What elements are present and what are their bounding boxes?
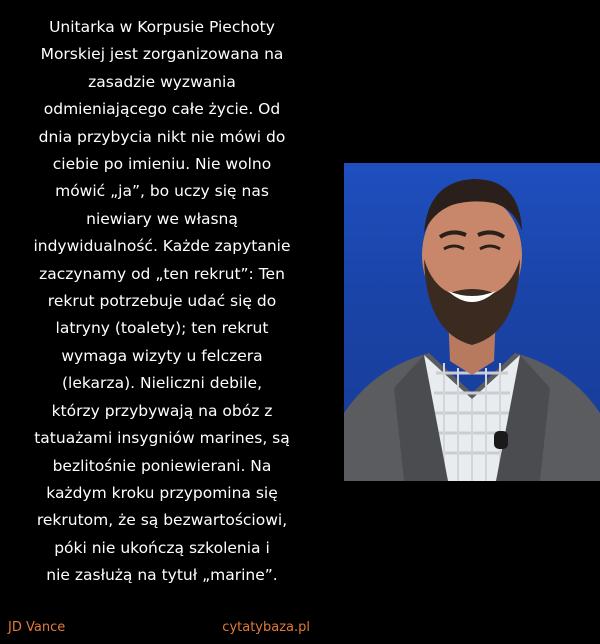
quote-line: wymaga wizyty u felczera bbox=[61, 346, 263, 365]
quote-line: którzy przybywają na obóz z bbox=[51, 401, 273, 420]
quote-line: zasadzie wyzwania bbox=[88, 72, 236, 91]
quote-line: mówić „ja”, bo uczy się nas bbox=[55, 182, 269, 201]
quote-line: odmieniającego całe życie. Od bbox=[43, 100, 281, 119]
quote-line: rekrutom, że są bezwartościowi, bbox=[36, 511, 288, 530]
portrait-illustration bbox=[344, 163, 600, 481]
quote-line: ciebie po imieniu. Nie wolno bbox=[52, 155, 272, 174]
quote-line: póki nie ukończą szkolenia i bbox=[54, 538, 270, 557]
author-link[interactable]: JD Vance bbox=[8, 620, 66, 635]
quote-line: Morskiej jest zorganizowana na bbox=[40, 45, 284, 64]
quote-line: bezlitośnie poniewierani. Na bbox=[52, 456, 272, 475]
quote-line: niewiary we własną bbox=[86, 209, 238, 228]
quote-line: rekrut potrzebuje udać się do bbox=[47, 292, 277, 311]
author-photo bbox=[344, 163, 600, 481]
quote-text bbox=[10, 14, 314, 590]
quote-line: tatuażami insygniów marines, są bbox=[34, 429, 290, 448]
quote-line: latryny (toalety); ten rekrut bbox=[55, 319, 269, 338]
quote-line: indywidualność. Każde zapytanie bbox=[33, 237, 291, 256]
quote-line: dnia przybycia nikt nie mówi do bbox=[38, 127, 286, 146]
quote-line: Unitarka w Korpusie Piechoty bbox=[49, 18, 275, 36]
quote-line: (lekarza). Nieliczni debile, bbox=[61, 374, 263, 393]
quote-line: każdym kroku przypomina się bbox=[46, 483, 278, 502]
quote-line: nie zasłużą na tytuł „marine”. bbox=[46, 566, 278, 585]
site-link[interactable]: cytatybaza.pl bbox=[222, 620, 310, 635]
quote-line: zaczynamy od „ten rekrut”: Ten bbox=[39, 264, 285, 283]
